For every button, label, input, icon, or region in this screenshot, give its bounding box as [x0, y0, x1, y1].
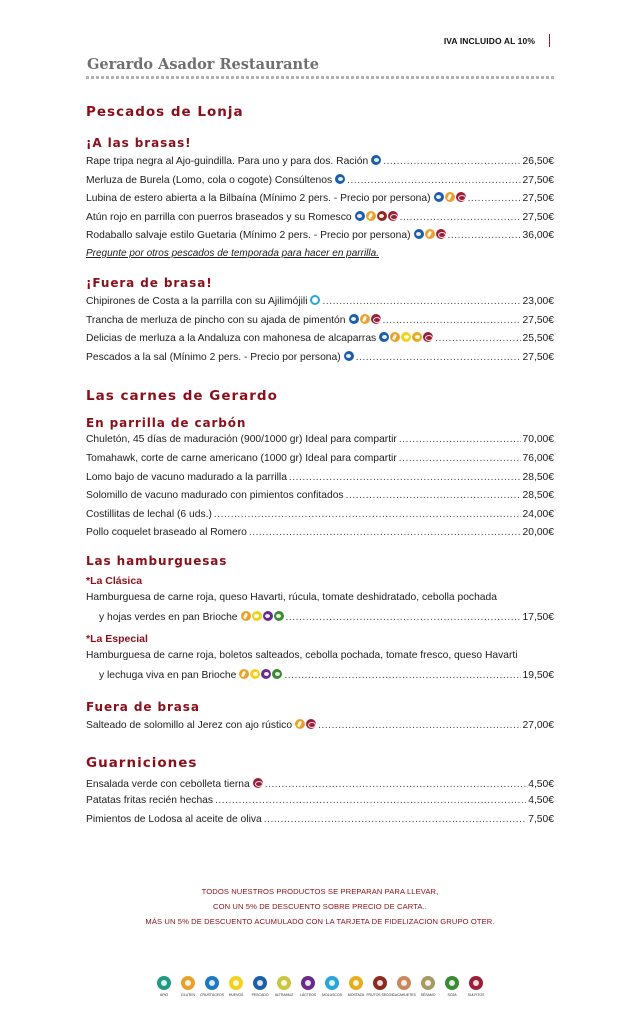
- legend-label: CRUSTÁCEOS: [200, 993, 224, 997]
- pescado-allergen-icon: [355, 211, 365, 221]
- iva-divider: [549, 34, 550, 47]
- sulfitos-allergen-icon: [423, 332, 433, 342]
- item-name: Rodaballo salvaje estilo Guetaria (Mínimo 2 pers. - Precio por persona): [86, 230, 411, 242]
- dot-leader: [468, 193, 521, 204]
- item-price: 28,50€: [522, 471, 554, 483]
- allergen-icons: [371, 155, 381, 165]
- pescado-allergen-icon: [335, 174, 345, 184]
- pescado-allergen-icon: [379, 332, 389, 342]
- item-price: 4,50€: [528, 778, 554, 790]
- allergen-icons: [355, 211, 398, 221]
- gluten-allergen-icon: [241, 611, 251, 621]
- legend-label: HUEVOS: [228, 993, 244, 997]
- list-carnes-parrilla: [86, 434, 554, 546]
- legend-item-apio: [153, 976, 175, 998]
- allergen-icons: [434, 192, 466, 202]
- legend-item-soja: [441, 976, 463, 998]
- legend-label: SOJA: [447, 993, 457, 997]
- subsection-title-parrilla: En parrilla de carbón: [86, 416, 247, 431]
- legend-label: FRUTOS SECOS: [366, 993, 394, 997]
- menu-item: [86, 777, 554, 796]
- menu-item: [86, 294, 554, 313]
- allergen-icons: [253, 778, 263, 788]
- huevos-allergen-icon: [250, 669, 260, 679]
- frutos-secos-allergen-icon: [373, 976, 387, 990]
- item-name: Rape tripa negra al Ajo-guindilla. Para uno y para dos. Ración: [86, 156, 369, 167]
- burger-title-clasica: *La Clásica: [86, 574, 143, 587]
- allergen-icons: [344, 351, 354, 361]
- legend-label: APIO: [159, 993, 169, 997]
- pescado-allergen-icon: [344, 351, 354, 361]
- dot-leader: [356, 352, 521, 363]
- allergen-icons: [379, 332, 433, 342]
- allergen-icons: [241, 611, 284, 621]
- legend-item-lacteos: [297, 976, 319, 998]
- huevos-allergen-icon: [401, 332, 411, 342]
- dot-leader: [284, 670, 520, 681]
- item-price: 70,00€: [522, 434, 554, 446]
- altramuz-allergen-icon: [277, 976, 291, 990]
- item-price: 26,50€: [522, 156, 554, 167]
- pescado-allergen-icon: [371, 155, 381, 165]
- item-name: y lechuga viva en pan Brioche: [99, 669, 237, 681]
- item-price: 27,50€: [522, 351, 554, 363]
- gluten-allergen-icon: [366, 211, 376, 221]
- item-price: 36,00€: [522, 230, 554, 242]
- dot-leader: [265, 779, 527, 790]
- pescado-allergen-icon: [434, 192, 444, 202]
- menu-item: [86, 814, 554, 833]
- allergen-legend: [153, 976, 487, 998]
- subsection-title-carnes-fuera: Fuera de brasa: [86, 700, 200, 715]
- legend-label: ALTRAMUZ: [274, 993, 294, 997]
- allergen-icons: [239, 669, 282, 679]
- item-price: 23,00€: [522, 295, 554, 307]
- item-name: Pescados a la sal (Mínimo 2 pers. - Precio por persona): [86, 351, 341, 363]
- legend-item-sulfitos: [465, 976, 487, 998]
- item-price: 27,50€: [522, 314, 554, 326]
- menu-item: [86, 173, 554, 192]
- soja-allergen-icon: [272, 669, 282, 679]
- mostaza-allergen-icon: [349, 976, 363, 990]
- menu-item: [86, 509, 554, 528]
- item-price: 27,00€: [522, 720, 554, 732]
- huevos-allergen-icon: [252, 611, 262, 621]
- menu-content: [86, 104, 554, 832]
- item-name: Chuletón, 45 días de maduración (900/1000 gr) Ideal para compartir: [86, 434, 397, 446]
- cacahuetes-allergen-icon: [397, 976, 411, 990]
- footer-line-1: TODOS NUESTROS PRODUCTOS SE PREPARAN PARA LLEVAR,: [201, 887, 439, 896]
- legend-item-mostaza: [345, 976, 367, 998]
- dot-leader: [383, 156, 520, 167]
- gluten-allergen-icon: [295, 719, 305, 729]
- menu-note: Pregunte por otros pescados de temporada para hacer en parrilla.: [86, 247, 379, 259]
- dot-leader: [448, 230, 521, 241]
- menu-item: [86, 210, 554, 229]
- allergen-icons: [349, 314, 381, 324]
- section-title-guarniciones: Guarniciones: [86, 754, 198, 771]
- legend-label: CACAHUETES: [392, 993, 416, 997]
- item-name: Salteado de solomillo al Jerez con ajo rústico: [86, 720, 293, 732]
- dot-leader: [286, 612, 521, 623]
- menu-item: [86, 434, 554, 453]
- dot-leader: [249, 527, 521, 538]
- dot-leader: [383, 315, 521, 326]
- item-name: Trancha de merluza de pincho con su ajada de pimentón: [86, 314, 346, 326]
- menu-item: [86, 490, 554, 509]
- item-price: 28,50€: [522, 490, 554, 502]
- item-name: Lubina de estero abierta a la Bilbaína (Mínimo 2 pers. - Precio por persona): [86, 193, 431, 205]
- allergen-icons: [335, 174, 345, 184]
- soja-allergen-icon: [274, 611, 284, 621]
- pescado-allergen-icon: [349, 314, 359, 324]
- moluscos-allergen-icon: [310, 295, 320, 305]
- item-price: 4,50€: [528, 795, 554, 807]
- item-name: Pollo coquelet braseado al Romero: [86, 527, 247, 539]
- mostaza-allergen-icon: [412, 332, 422, 342]
- frutos-secos-allergen-icon: [377, 211, 387, 221]
- menu-item: [86, 191, 554, 210]
- menu-item: [86, 795, 554, 814]
- item-price: 27,50€: [522, 174, 554, 186]
- menu-item: [86, 313, 554, 332]
- item-name: Lomo bajo de vacuno madurado a la parrilla: [86, 471, 287, 483]
- menu-item: [86, 228, 554, 247]
- legend-item-altramuz: [273, 976, 295, 998]
- item-name: Atún rojo en parrilla con puerros braseados y su Romesco: [86, 211, 352, 223]
- sulfitos-allergen-icon: [436, 229, 446, 239]
- footer-line-2: CON UN 5% DE DESCUENTO SOBRE PRECIO DE CARTA..: [213, 902, 427, 911]
- list-pescados-fuera: [86, 294, 554, 368]
- legend-item-gluten: [177, 976, 199, 998]
- gluten-allergen-icon: [360, 314, 370, 324]
- sulfitos-allergen-icon: [456, 192, 466, 202]
- item-name: Pimientos de Lodosa al aceite de oliva: [86, 813, 262, 825]
- legend-label: SÉSAMO: [420, 993, 436, 997]
- lacteos-allergen-icon: [301, 976, 315, 990]
- legend-item-huevos: [225, 976, 247, 998]
- footer-line-3: MÁS UN 5% DE DESCUENTO ACUMULADO CON LA TARJETA DE FIDELIZACION GRUPO OTER.: [145, 917, 495, 926]
- item-name: Tomahawk, corte de carne americano (1000 gr) Ideal para compartir: [86, 452, 397, 464]
- pescado-allergen-icon: [253, 976, 267, 990]
- menu-item: [86, 331, 554, 350]
- section-title-carnes: Las carnes de Gerardo: [86, 388, 278, 405]
- item-name: Ensalada verde con cebolleta tierna: [86, 778, 250, 790]
- burger-especial-desc: Hamburguesa de carne roja, boletos salteados, cebolla pochada, tomate fresco, queso Havarti: [86, 649, 518, 661]
- legend-label: GLUTEN: [181, 993, 195, 997]
- item-name: y hojas verdes en pan Brioche: [99, 611, 238, 623]
- menu-item: [86, 527, 554, 546]
- sesamo-allergen-icon: [421, 976, 435, 990]
- lacteos-allergen-icon: [261, 669, 271, 679]
- menu-item: [86, 453, 554, 472]
- dot-leader: [346, 490, 521, 501]
- item-price: 17,50€: [522, 611, 554, 623]
- burger-title-especial: *La Especial: [86, 632, 148, 645]
- legend-label: LÁCTEOS: [299, 993, 317, 997]
- allergen-icons: [310, 295, 320, 305]
- menu-item: [86, 718, 554, 737]
- dot-leader: [214, 509, 521, 520]
- dot-leader: [435, 333, 520, 344]
- item-name: Solomillo de vacuno madurado con pimientos confitados: [86, 490, 344, 502]
- legend-label: SULFITOS: [467, 993, 485, 997]
- item-name: Merluza de Burela (Lomo, cola o cogote) Consúltenos: [86, 174, 333, 186]
- dot-leader: [399, 453, 521, 464]
- footer-promo: [0, 884, 640, 929]
- dot-leader: [322, 296, 520, 307]
- gluten-allergen-icon: [181, 976, 195, 990]
- list-pescados-brasas: [86, 154, 554, 247]
- menu-item: [86, 154, 554, 173]
- legend-item-cacahuetes: [393, 976, 415, 998]
- list-guarniciones: [86, 777, 554, 833]
- item-name: Chipirones de Costa a la parrilla con su Ajilimójili: [86, 295, 308, 307]
- legend-item-pescado: [249, 976, 271, 998]
- soja-allergen-icon: [445, 976, 459, 990]
- dot-leader: [264, 814, 526, 825]
- item-price: 20,00€: [522, 527, 554, 539]
- apio-allergen-icon: [157, 976, 171, 990]
- allergen-icons: [414, 229, 446, 239]
- sulfitos-allergen-icon: [371, 314, 381, 324]
- item-price: 25,50€: [522, 333, 554, 345]
- iva-notice: IVA INCLUIDO AL 10%: [443, 36, 535, 46]
- section-title-pescados: Pescados de Lonja: [86, 104, 244, 120]
- item-price: 24,00€: [522, 508, 554, 520]
- legend-label: MOSTAZA: [347, 993, 365, 997]
- menu-item-burger-especial: [86, 668, 554, 687]
- item-price: 7,50€: [528, 813, 554, 825]
- title-dotted-rule: [86, 76, 554, 79]
- menu-item: [86, 472, 554, 491]
- dot-leader: [347, 175, 520, 186]
- legend-item-moluscos: [321, 976, 343, 998]
- item-price: 27,50€: [522, 193, 554, 205]
- item-price: 27,50€: [522, 211, 554, 223]
- legend-label: PESCADO: [251, 993, 269, 997]
- subsection-title-fuera-brasa: ¡Fuera de brasa!: [86, 275, 213, 290]
- crustaceos-allergen-icon: [205, 976, 219, 990]
- sulfitos-allergen-icon: [306, 719, 316, 729]
- gluten-allergen-icon: [445, 192, 455, 202]
- item-price: 76,00€: [522, 452, 554, 464]
- dot-leader: [215, 795, 526, 806]
- dot-leader: [318, 720, 520, 731]
- list-carnes-fuera: [86, 718, 554, 737]
- item-name: Patatas fritas recién hechas: [86, 795, 214, 807]
- lacteos-allergen-icon: [263, 611, 273, 621]
- sulfitos-allergen-icon: [253, 778, 263, 788]
- item-name: Delicias de merluza a la Andaluza con mahonesa de alcaparras: [86, 333, 377, 345]
- legend-item-crustaceos: [201, 976, 223, 998]
- legend-label: MOLUSCOS: [322, 993, 342, 997]
- gluten-allergen-icon: [425, 229, 435, 239]
- dot-leader: [399, 434, 521, 445]
- menu-item: [86, 350, 554, 369]
- gluten-allergen-icon: [390, 332, 400, 342]
- pescado-allergen-icon: [414, 229, 424, 239]
- subsection-title-hamburguesas: Las hamburguesas: [86, 553, 228, 568]
- subsection-title-brasas: ¡A las brasas!: [86, 136, 192, 150]
- dot-leader: [289, 472, 521, 483]
- dot-leader: [400, 212, 521, 223]
- menu-item-burger-clasica: [86, 610, 554, 629]
- legend-item-sesamo: [417, 976, 439, 998]
- item-price: 19,50€: [522, 669, 554, 681]
- item-name: Costillitas de lechal (6 uds.): [86, 508, 212, 520]
- sulfitos-allergen-icon: [388, 211, 398, 221]
- moluscos-allergen-icon: [325, 976, 339, 990]
- sulfitos-allergen-icon: [469, 976, 483, 990]
- legend-item-frutos-secos: [366, 976, 394, 998]
- burger-clasica-desc: Hamburguesa de carne roja, queso Havarti, rúcula, tomate deshidratado, cebolla pochada: [86, 591, 497, 603]
- restaurant-name: Gerardo Asador Restaurante: [87, 56, 320, 73]
- gluten-allergen-icon: [239, 669, 249, 679]
- huevos-allergen-icon: [229, 976, 243, 990]
- allergen-icons: [295, 719, 316, 729]
